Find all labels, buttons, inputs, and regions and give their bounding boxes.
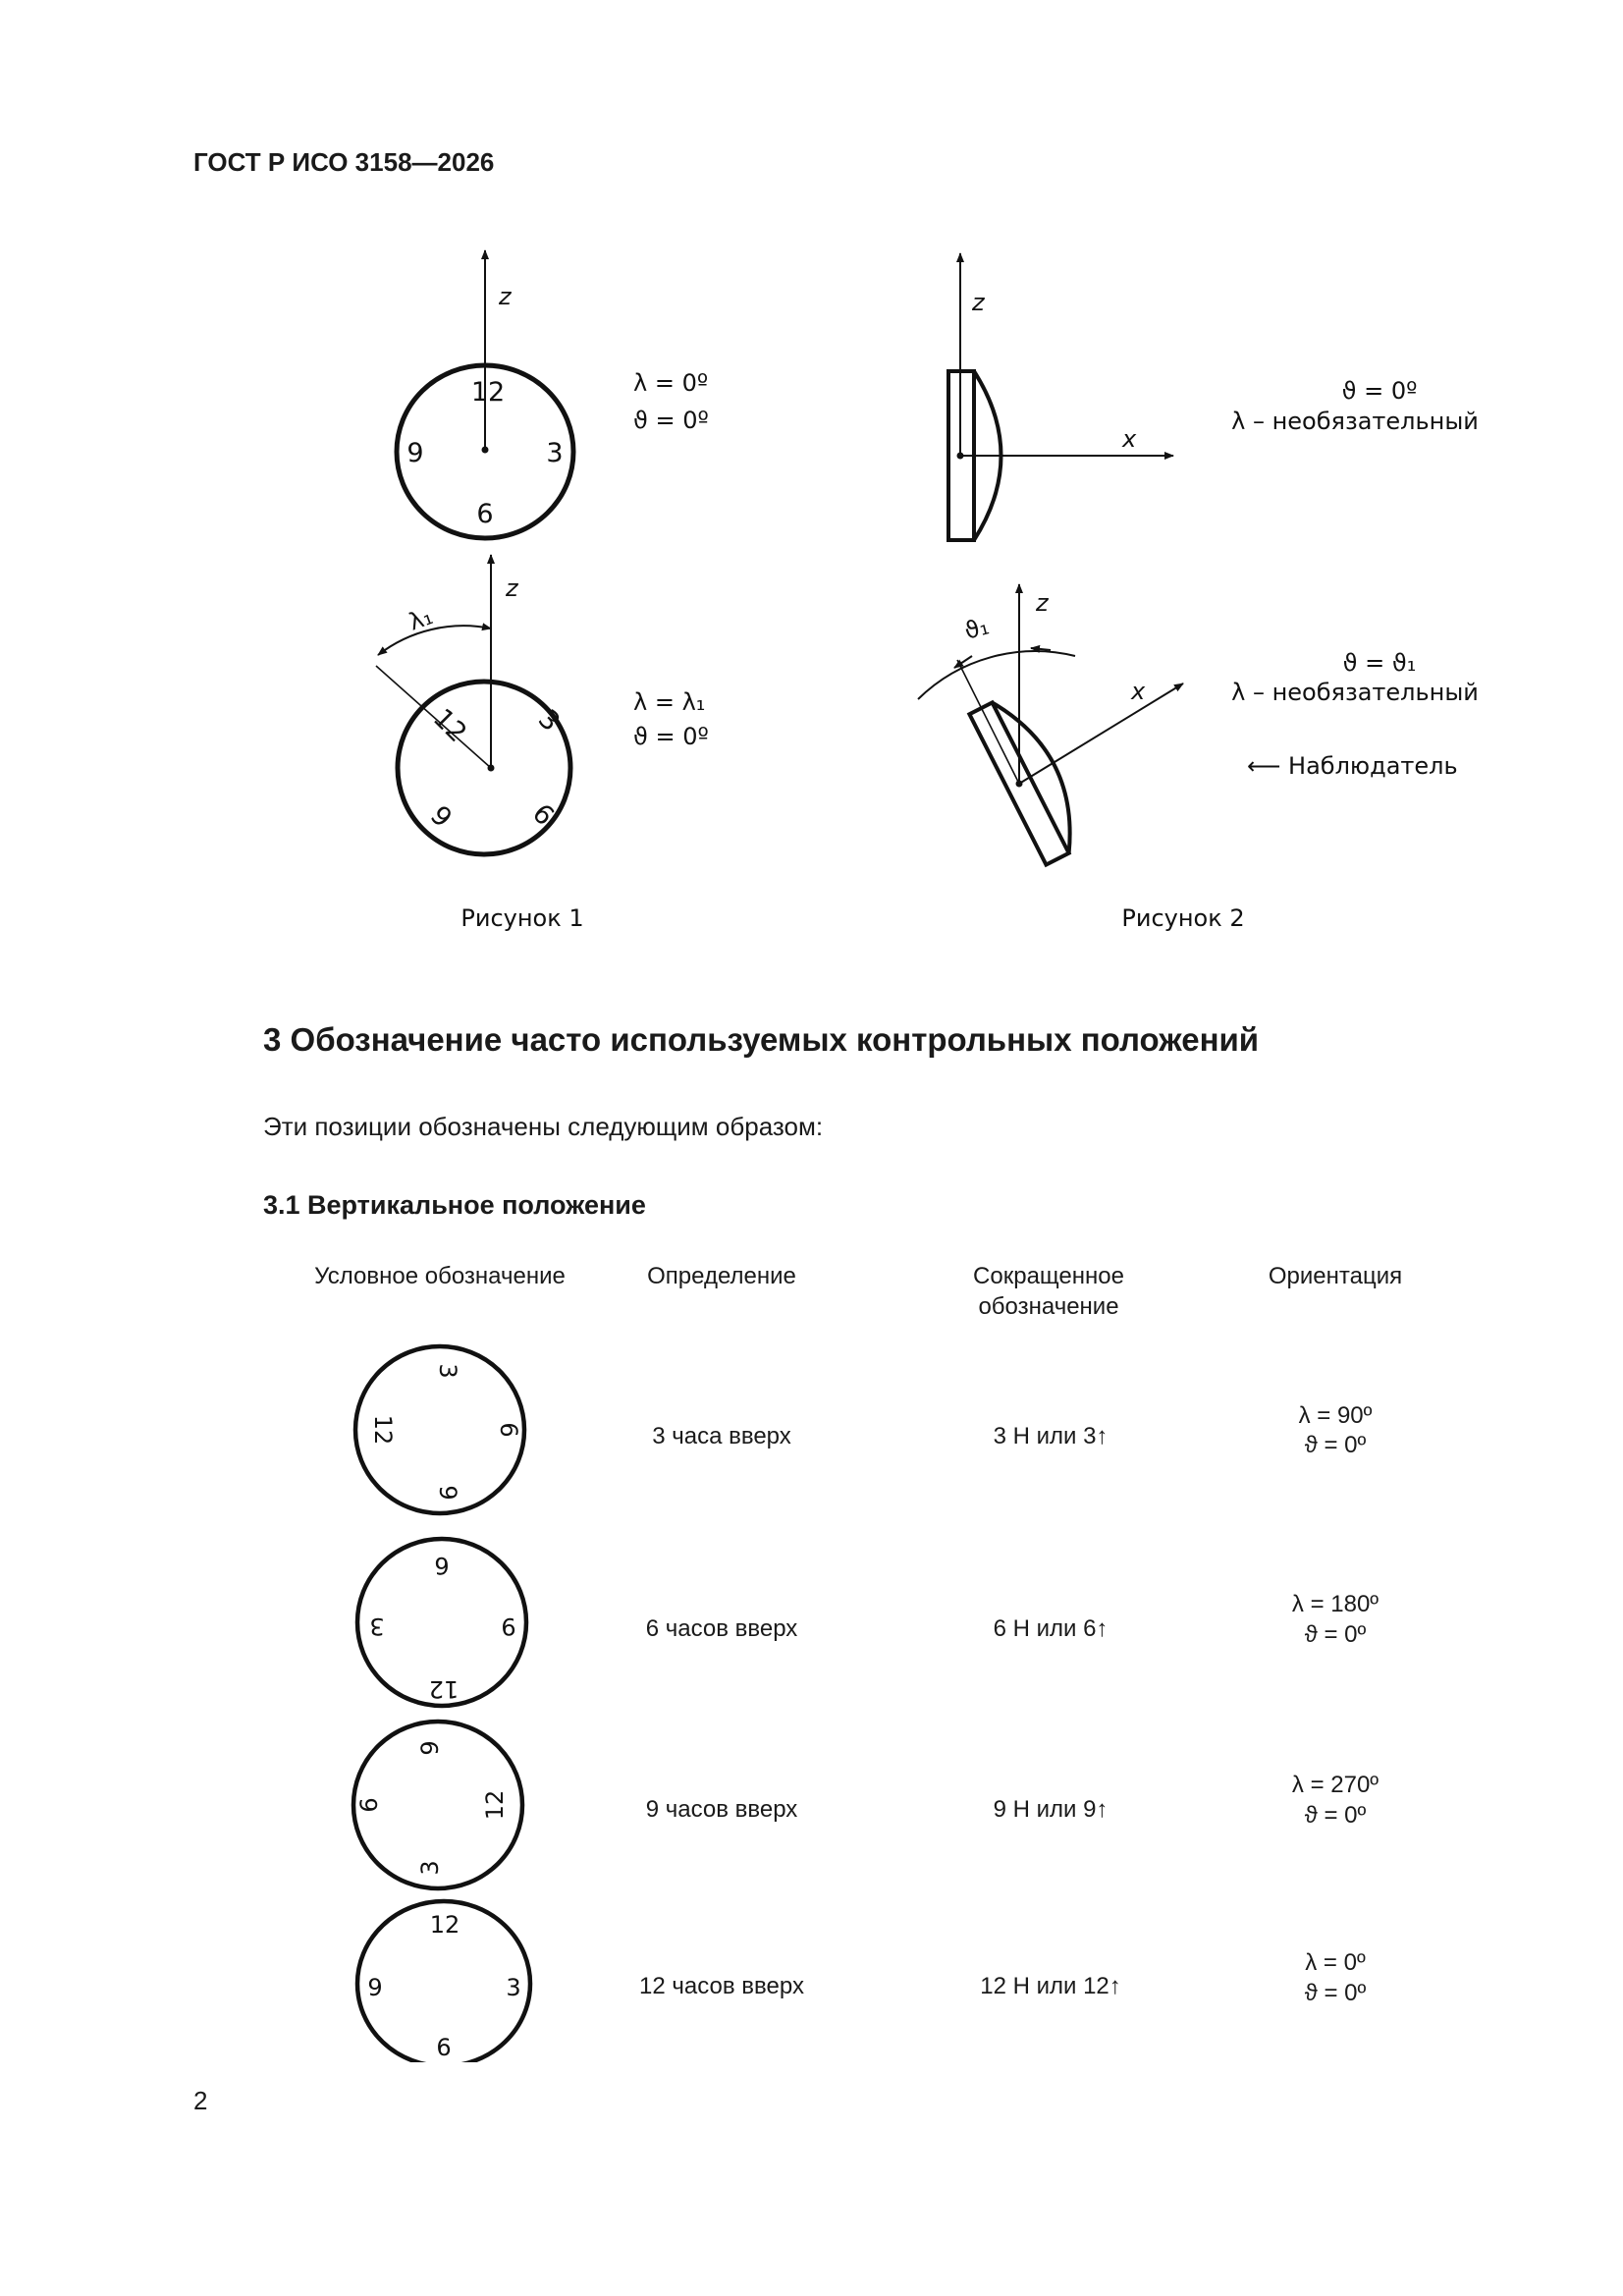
row-4-definition: 12 часов вверх xyxy=(639,1973,804,1999)
row-2-lambda: λ = 180º xyxy=(1291,1591,1380,1617)
dial-label-9: 9 xyxy=(416,1740,444,1756)
figure2-bottom-theta: ϑ = ϑ₁ xyxy=(1342,649,1417,677)
section-3-title: 3 Обозначение часто используемых контрольных положений xyxy=(263,1021,1260,1058)
figure1-top-dial xyxy=(397,250,573,538)
dial-label-9: 9 xyxy=(501,1613,516,1640)
row-4-short: 12 H или 12↑ xyxy=(980,1973,1121,1999)
row-2-definition: 6 часов вверх xyxy=(645,1615,798,1642)
figure2-caption: Рисунок 2 xyxy=(1121,904,1245,932)
figure2-angle-label: ϑ₁ xyxy=(961,612,993,645)
dial-label-6: 6 xyxy=(476,499,494,529)
row-1-definition: 3 часа вверх xyxy=(652,1423,791,1449)
column-header-definition: Определение xyxy=(647,1263,796,1289)
figures-area xyxy=(0,0,1623,962)
row-1-short: 3 H или 3↑ xyxy=(993,1423,1109,1449)
figure1-bottom-theta: ϑ = 0º xyxy=(633,723,709,750)
figure2-top-lambda: λ – необязательный xyxy=(1231,408,1479,435)
figure2-bottom-lambda: λ – необязательный xyxy=(1231,679,1479,706)
dial-label-9: 9 xyxy=(423,799,459,835)
row-4-lambda: λ = 0º xyxy=(1305,1949,1366,1976)
document-header: ГОСТ Р ИСО 3158—2026 xyxy=(193,147,495,177)
dial-label-3: 3 xyxy=(434,1363,461,1379)
column-header-short: Сокращенное обозначение xyxy=(973,1263,1124,1320)
figure1-top-lambda: λ = 0º xyxy=(633,369,709,397)
figure1-bottom-axis-z: z xyxy=(506,574,518,602)
figure1-angle-label: λ₁ xyxy=(405,602,437,636)
dial-label-12: 12 xyxy=(369,1414,397,1446)
dial-label-9: 9 xyxy=(367,1974,383,2001)
figure2-bottom-axis-x: x xyxy=(1131,678,1146,705)
row-1-theta: ϑ = 0º xyxy=(1304,1432,1367,1458)
figure2-bottom-watch xyxy=(918,584,1183,865)
figure2-observer-label: ⟵ Наблюдатель xyxy=(1247,752,1458,780)
dial-label-9: 9 xyxy=(406,438,424,468)
dial-label-12: 12 xyxy=(426,702,473,749)
dial-label-6: 6 xyxy=(525,797,561,833)
figure1-bottom-dial xyxy=(376,555,570,854)
column-header-symbol: Условное обозначение xyxy=(314,1263,566,1289)
dial-label-6: 6 xyxy=(436,2034,452,2061)
figure2-top-watch xyxy=(948,253,1173,540)
figure2-top-theta: ϑ = 0º xyxy=(1341,377,1418,405)
dial-label-12: 12 xyxy=(481,1789,509,1821)
table-row-4-dial xyxy=(357,1901,530,2062)
dial-label-6: 6 xyxy=(434,1552,450,1579)
dial-label-3: 3 xyxy=(416,1860,444,1876)
figure2-bottom-axis-z: z xyxy=(1036,589,1049,617)
row-4-theta: ϑ = 0º xyxy=(1304,1980,1367,2006)
dial-label-12: 12 xyxy=(428,1675,460,1703)
dial-label-6: 6 xyxy=(495,1422,522,1438)
figure2-top-axis-x: x xyxy=(1122,425,1137,453)
dial-label-3: 3 xyxy=(506,1974,521,2001)
table-row-1-dial xyxy=(355,1346,524,1513)
dial-label-12: 12 xyxy=(429,1911,460,1939)
table-dials xyxy=(0,1316,687,2062)
dial-label-3: 3 xyxy=(531,703,567,738)
row-3-theta: ϑ = 0º xyxy=(1304,1802,1367,1829)
table-row-3-dial xyxy=(353,1722,522,1888)
row-2-theta: ϑ = 0º xyxy=(1304,1621,1367,1648)
dial-label-3: 3 xyxy=(369,1613,385,1640)
row-3-short: 9 H или 9↑ xyxy=(993,1796,1109,1823)
figure1-caption: Рисунок 1 xyxy=(460,904,584,932)
page-number: 2 xyxy=(193,2086,208,2115)
column-header-orientation: Ориентация xyxy=(1268,1263,1403,1289)
figure1-top-axis-z: z xyxy=(499,283,512,310)
dial-label-3: 3 xyxy=(546,438,564,468)
section-3-intro: Эти позиции обозначены следующим образом: xyxy=(263,1112,824,1141)
row-3-definition: 9 часов вверх xyxy=(645,1796,798,1823)
figure1-top-theta: ϑ = 0º xyxy=(633,407,709,434)
dial-label-9: 9 xyxy=(434,1485,461,1501)
row-3-lambda: λ = 270º xyxy=(1291,1772,1380,1798)
section-3-1-title: 3.1 Вертикальное положение xyxy=(263,1190,646,1220)
dial-label-12: 12 xyxy=(470,377,506,408)
row-1-lambda: λ = 90º xyxy=(1298,1402,1373,1429)
table-row-2-dial xyxy=(357,1539,526,1706)
figure2-top-axis-z: z xyxy=(972,289,985,316)
figure1-bottom-lambda: λ = λ₁ xyxy=(633,688,706,716)
row-2-short: 6 H или 6↑ xyxy=(993,1615,1109,1642)
dial-label-6: 6 xyxy=(355,1797,383,1813)
